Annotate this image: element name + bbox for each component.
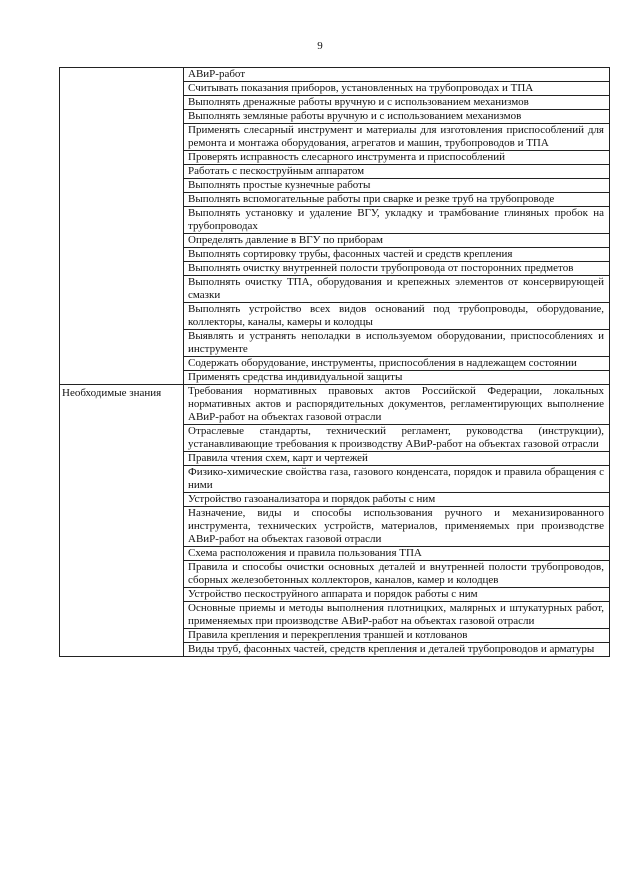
skill-cell: Считывать показания приборов, установленных на трубопроводах и ТПА (184, 82, 609, 96)
knowledge-label: Необходимые знания (60, 385, 184, 656)
skill-cell: Применять слесарный инструмент и материалы для изготовления приспособлений для ремонта и монтажа оборудования, агрегатов и машин, трубопроводов и ТПА (184, 124, 609, 151)
knowledge-cell: Правила чтения схем, карт и чертежей (184, 452, 609, 466)
skill-cell: Выполнять простые кузнечные работы (184, 179, 609, 193)
skill-cell: Выполнять устройство всех видов оснований под трубопроводы, оборудование, коллекторы, каналы, камеры и колодцы (184, 303, 609, 330)
skill-cell: Выполнять дренажные работы вручную и с использованием механизмов (184, 96, 609, 110)
knowledge-cell: Основные приемы и методы выполнения плотницких, малярных и штукатурных работ, применяемых при производстве АВиР-работ на объектах газовой отрасли (184, 602, 609, 629)
knowledge-cell: Требования нормативных правовых актов Российской Федерации, локальных нормативных актов и распорядительных документов, регламентирующих выполнение АВиР-работ на объектах газовой отрасли (184, 385, 609, 425)
knowledge-cell: Устройство газоанализатора и порядок работы с ним (184, 493, 609, 507)
skill-cell: Выполнять установку и удаление ВГУ, укладку и трамбование глиняных пробок на трубопроводах (184, 207, 609, 234)
skill-cell: Выполнять вспомогательные работы при сварке и резке труб на трубопроводе (184, 193, 609, 207)
skills-list (184, 68, 609, 384)
skill-cell: Определять давление в ВГУ по приборам (184, 234, 609, 248)
knowledge-cell: Назначение, виды и способы использования ручного и механизированного инструмента, технических устройств, материалов, применяемых при производстве АВиР-работ на объектах газовой отрасли (184, 507, 609, 547)
knowledge-cell: Физико-химические свойства газа, газового конденсата, порядок и правила обращения с ними (184, 466, 609, 493)
skill-cell: Выполнять земляные работы вручную и с использованием механизмов (184, 110, 609, 124)
competency-table (59, 67, 610, 657)
knowledge-cell: Виды труб, фасонных частей, средств крепления и деталей трубопроводов и арматуры (188, 643, 595, 655)
knowledge-row (60, 385, 609, 657)
skill-cell: АВиР-работ (184, 68, 609, 82)
knowledge-list (184, 385, 609, 656)
skill-cell: Выполнять очистку ТПА, оборудования и крепежных элементов от консервирующей смазки (184, 276, 609, 303)
knowledge-cell: Схема расположения и правила пользования ТПА (184, 547, 609, 561)
skill-cell: Выполнять сортировку трубы, фасонных частей и средств крепления (184, 248, 609, 262)
skill-cell: Проверять исправность слесарного инструмента и приспособлений (184, 151, 609, 165)
knowledge-cell: Устройство пескоструйного аппарата и порядок работы с ним (184, 588, 609, 602)
page-number: 9 (317, 40, 323, 52)
knowledge-cell: Правила и способы очистки основных деталей и внутренней полости трубопроводов, сборных железобетонных коллекторов, каналов, камер и колодцев (184, 561, 609, 588)
skill-cell: Выполнять очистку внутренней полости трубопровода от посторонних предметов (184, 262, 609, 276)
skills-row (60, 68, 609, 385)
skill-cell: Применять средства индивидуальной защиты (188, 371, 403, 383)
skill-cell: Работать с пескоструйным аппаратом (184, 165, 609, 179)
knowledge-cell: Правила крепления и перекрепления траншей и котлованов (184, 629, 609, 643)
knowledge-cell: Отраслевые стандарты, технический регламент, руководства (инструкции), устанавливающие требования к производству АВиР-работ на объектах газовой отрасли (184, 425, 609, 452)
skills-label-cell (60, 68, 184, 384)
skill-cell: Выявлять и устранять неполадки в используемом оборудовании, приспособлениях и инструменте (184, 330, 609, 357)
skill-cell: Содержать оборудование, инструменты, приспособления в надлежащем состоянии (184, 357, 609, 371)
